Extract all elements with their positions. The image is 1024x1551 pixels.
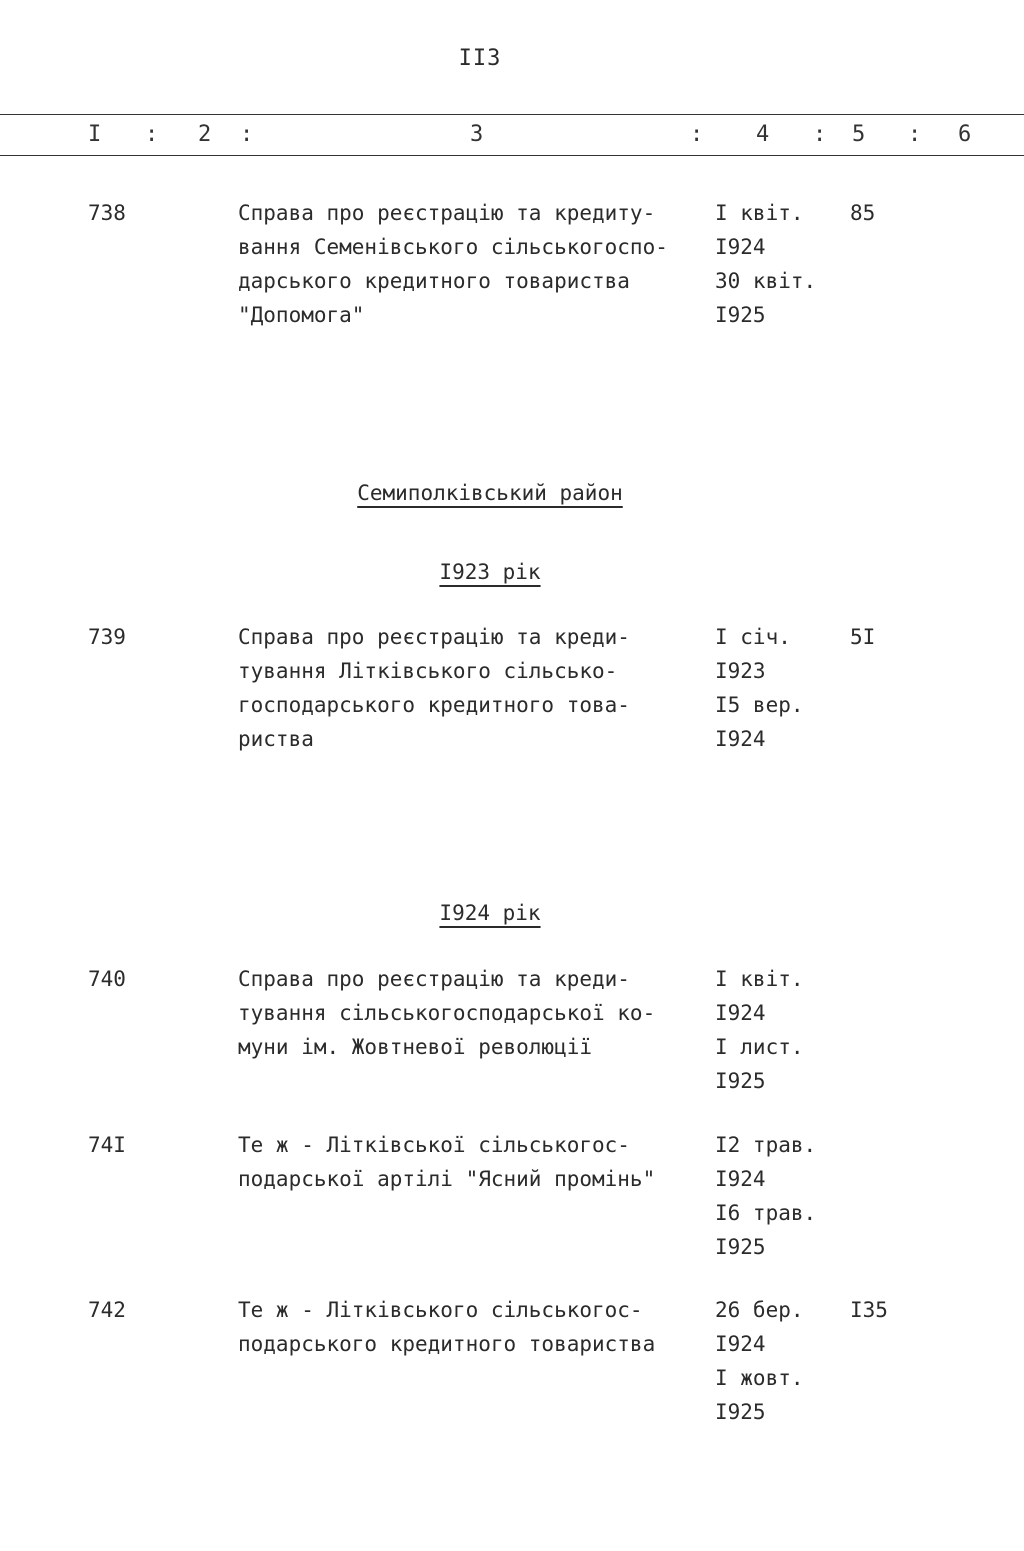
entry-date-line: I2 трав. (715, 1133, 817, 1157)
entry-sheets: I35 (850, 1298, 888, 1322)
entry-date-line: I січ. (715, 625, 791, 649)
entry-title-line: вання Семенівського сільськогоспо- (238, 235, 668, 259)
entry-title-line: господарського кредитного това- (238, 693, 630, 717)
entry-dates (715, 1293, 840, 1429)
entry-date-line: I924 (715, 235, 766, 259)
column-header-4: 4 (756, 122, 770, 147)
entry-date-line: 30 квіт. (715, 269, 817, 293)
year-heading-1923: I923 рік (439, 560, 541, 584)
entry-date-line: I924 (715, 1001, 766, 1025)
entry-date-line: I квіт. (715, 967, 804, 991)
entry-title-line: Те ж - Літківської сільськогос- (238, 1133, 630, 1157)
entry-date-line: I924 (715, 1167, 766, 1191)
entry-date-line: I924 (715, 1332, 766, 1356)
column-separator: : (240, 122, 254, 147)
column-separator: : (145, 122, 159, 147)
page-number: II3 (458, 46, 502, 71)
column-header-5: 5 (852, 122, 866, 147)
entry-title-line: Те ж - Літківського сільськогос- (238, 1298, 643, 1322)
entry-date-line: I6 трав. (715, 1201, 817, 1225)
entry-number: 74I (88, 1133, 126, 1157)
entry-title (238, 620, 708, 756)
entry-date-line: I жовт. (715, 1366, 804, 1390)
entry-title-line: муни ім. Жовтневої революції (238, 1035, 593, 1059)
entry-date-line: I квіт. (715, 201, 804, 225)
entry-title (238, 196, 708, 332)
entry-dates (715, 620, 840, 756)
entry-title-line: Справа про реєстрацію та креди- (238, 625, 630, 649)
entry-title (238, 962, 708, 1064)
entry-title-line: "Допомога" (238, 303, 365, 327)
entry-date-line: I925 (715, 1069, 766, 1093)
column-header-2: 2 (198, 122, 212, 147)
year-heading-1924: I924 рік (439, 901, 541, 925)
column-separator: : (908, 122, 922, 147)
entry-title-line: риства (238, 727, 314, 751)
entry-number: 739 (88, 625, 126, 649)
entry-dates (715, 1128, 840, 1264)
entry-sheets: 5I (850, 625, 876, 649)
entry-date-line: I925 (715, 303, 766, 327)
district-heading: Семиполківський район (357, 481, 623, 505)
entry-dates (715, 962, 840, 1098)
entry-title (238, 1128, 708, 1196)
entry-date-line: 26 бер. (715, 1298, 804, 1322)
entry-title (238, 1293, 708, 1361)
column-header-3: 3 (470, 122, 484, 147)
entry-title-line: тування сільськогосподарської ко- (238, 1001, 656, 1025)
entry-title-line: Справа про реєстрацію та креди- (238, 967, 630, 991)
entry-number: 738 (88, 201, 126, 225)
entry-title-line: подарської артілі "Ясний промінь" (238, 1167, 656, 1191)
entry-number: 740 (88, 967, 126, 991)
entry-sheets: 85 (850, 201, 876, 225)
entry-date-line: I924 (715, 727, 766, 751)
entry-number: 742 (88, 1298, 126, 1322)
entry-date-line: I923 (715, 659, 766, 683)
column-separator: : (813, 122, 827, 147)
entry-title-line: дарського кредитного товариства (238, 269, 630, 293)
entry-date-line: I5 вер. (715, 693, 804, 717)
entry-title-line: подарського кредитного товариства (238, 1332, 656, 1356)
table-rule-bottom (0, 155, 1024, 156)
column-header-1: I (88, 122, 102, 147)
entry-date-line: I лист. (715, 1035, 804, 1059)
entry-title-line: тування Літківського сільсько- (238, 659, 618, 683)
table-rule-top (0, 114, 1024, 115)
column-header-6: 6 (958, 122, 972, 147)
column-separator: : (690, 122, 704, 147)
entry-date-line: I925 (715, 1235, 766, 1259)
entry-dates (715, 196, 840, 332)
entry-title-line: Справа про реєстрацію та кредиту- (238, 201, 656, 225)
entry-date-line: I925 (715, 1400, 766, 1424)
